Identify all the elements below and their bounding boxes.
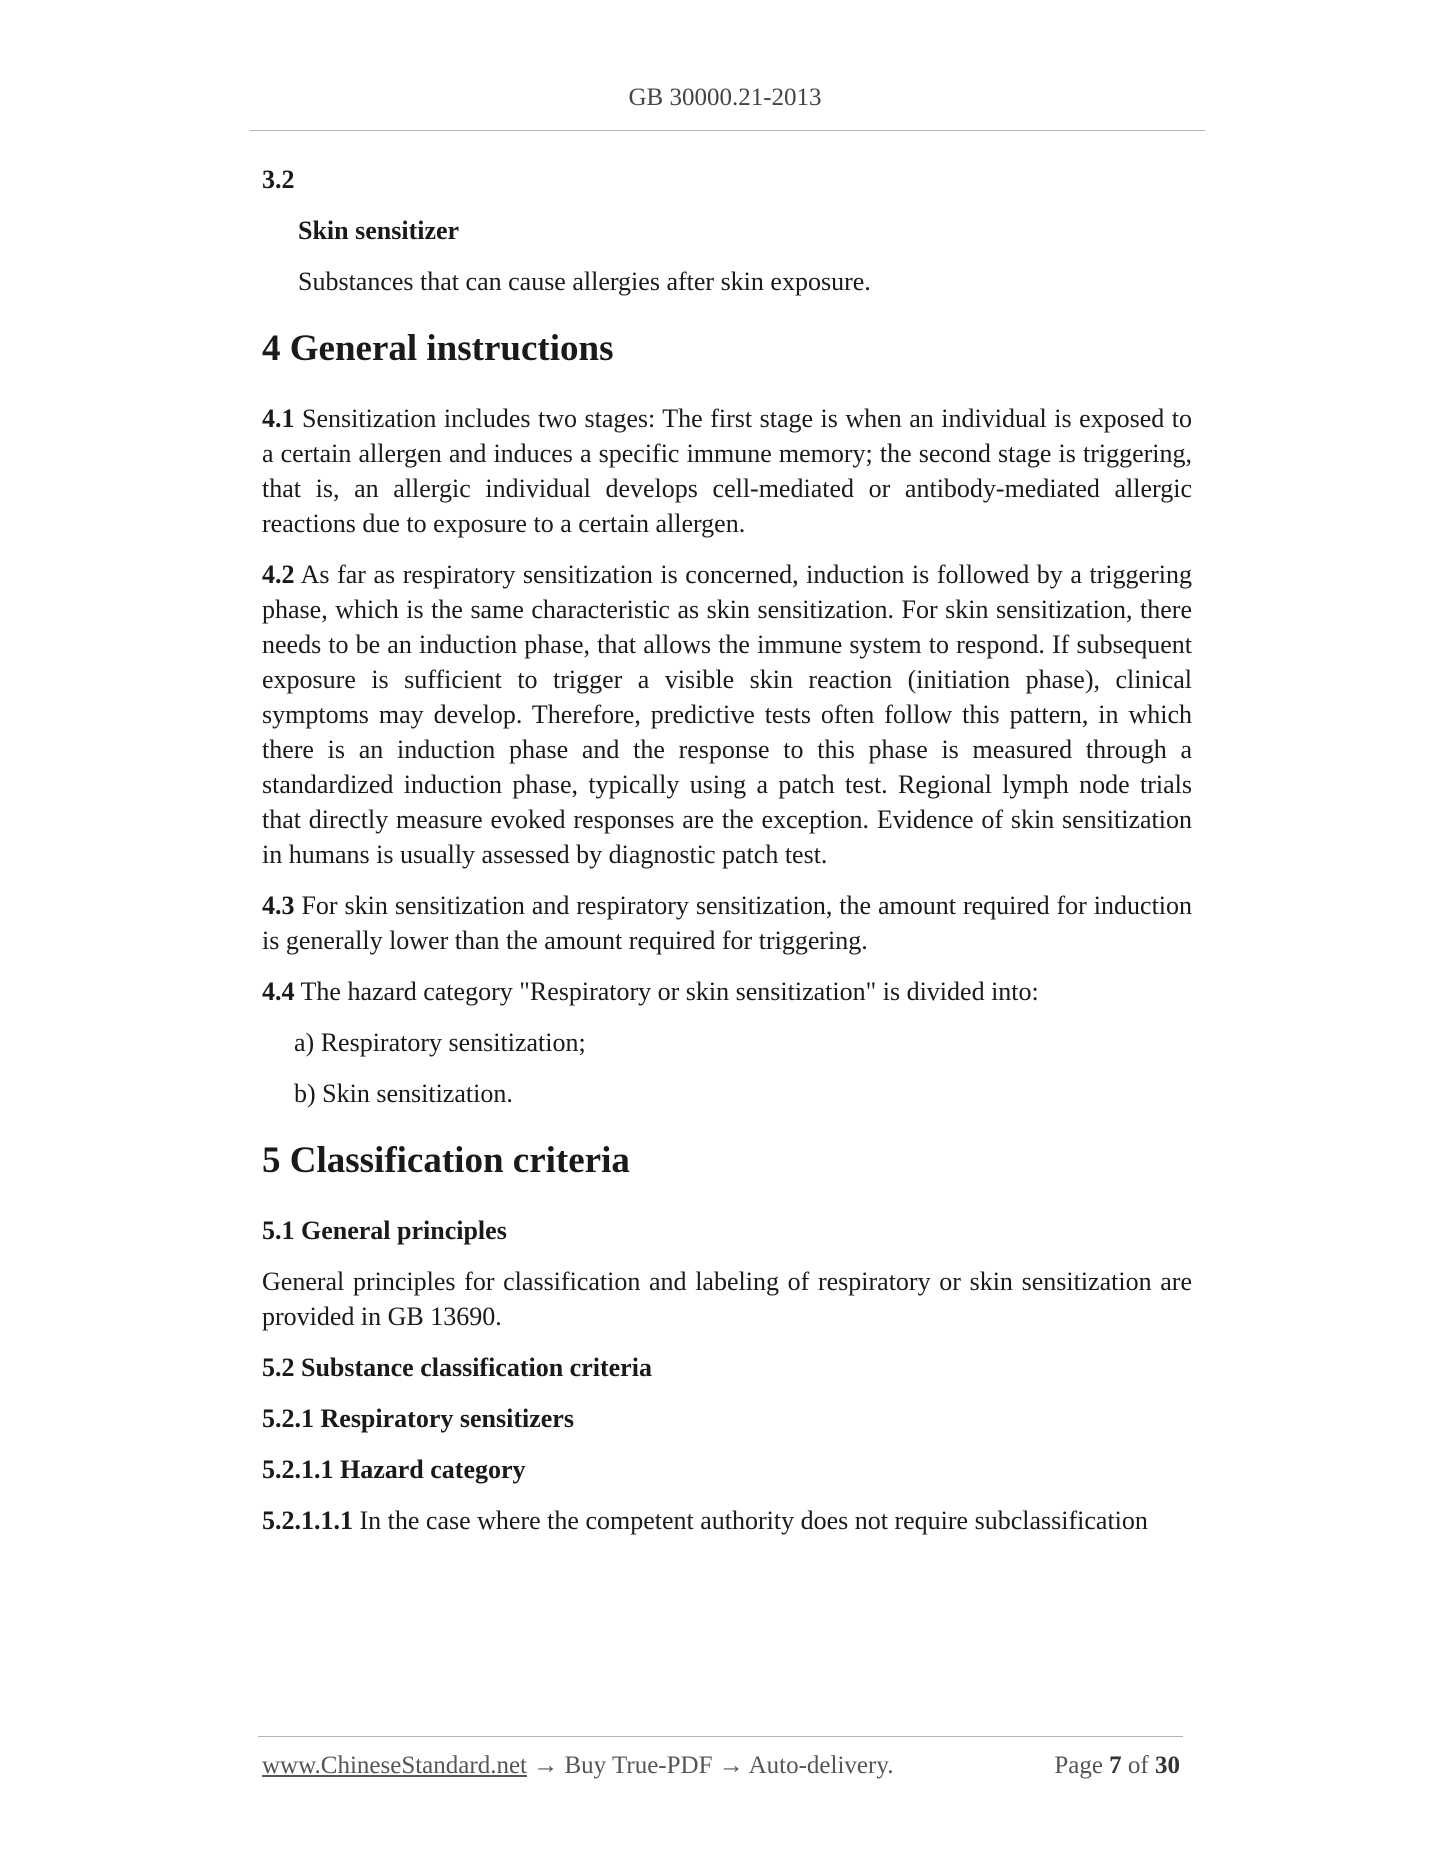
clause-4-3 <box>262 888 1192 958</box>
page-label: Page <box>1054 1752 1103 1779</box>
total-pages: 30 <box>1155 1752 1180 1779</box>
arrow-right-icon: → <box>718 1752 744 1779</box>
section-heading-4: 4 General instructions <box>262 328 614 369</box>
footer-divider <box>258 1736 1183 1737</box>
page-header: GB 30000.21-2013 <box>628 84 822 111</box>
list-item: a) Respiratory sensitization; <box>294 1028 586 1057</box>
clause-number: 4.3 <box>262 891 295 920</box>
clause-5-1-text: General principles for classification and labeling of respiratory or skin sensitization are provided in GB 13690. <box>262 1267 1192 1331</box>
subsection-heading-5-1: 5.1 General principles <box>262 1216 507 1245</box>
page-content <box>262 162 1192 1538</box>
subsection-heading-5-2: 5.2 Substance classification criteria <box>262 1353 652 1382</box>
header-divider <box>250 130 1205 131</box>
arrow-right-icon: → <box>533 1752 559 1779</box>
term-number: 3.2 <box>262 165 295 194</box>
subsection-heading-5-2-1-1: 5.2.1.1 Hazard category <box>262 1455 526 1484</box>
subsection-heading-5-2-1: 5.2.1 Respiratory sensitizers <box>262 1404 574 1433</box>
clause-text: The hazard category "Respiratory or skin sensitization" is divided into: <box>300 977 1039 1006</box>
clause-number: 5.2.1.1.1 <box>262 1506 353 1535</box>
clause-5-2-1-1-1 <box>262 1503 1192 1538</box>
buy-pdf-text: Buy True-PDF <box>564 1752 713 1779</box>
clause-number: 4.1 <box>262 404 295 433</box>
section-heading-5: 5 Classification criteria <box>262 1140 630 1181</box>
term-title: Skin sensitizer <box>298 216 460 245</box>
clause-number: 4.2 <box>262 560 295 589</box>
clause-text: For skin sensitization and respiratory sensitization, the amount required for induction is generally lower than the amount required for triggering. <box>262 891 1193 955</box>
page-number <box>1054 1752 1180 1780</box>
site-link[interactable]: www.ChineseStandard.net <box>262 1752 527 1779</box>
clause-number: 4.4 <box>262 977 295 1006</box>
footer-links <box>262 1752 893 1780</box>
term-definition: Substances that can cause allergies after skin exposure. <box>298 267 871 296</box>
clause-4-1 <box>262 401 1192 541</box>
auto-delivery-text: Auto-delivery. <box>748 1752 894 1779</box>
of-label: of <box>1127 1752 1149 1779</box>
list-item: b) Skin sensitization. <box>294 1079 513 1108</box>
clause-text: Sensitization includes two stages: The first stage is when an individual is exposed to a certain allergen and induces a specific immune memory; the second stage is triggering, that is, an allergic individual develops cell-mediated or antibody-mediated allergic reactions due to exposure to a certain allergen. <box>262 404 1192 538</box>
clause-text: As far as respiratory sensitization is concerned, induction is followed by a triggering phase, which is the same characteristic as skin sensitization. For skin sensitization, there needs to be an induction phase, that allows the immune system to respond. If subsequent exposure is sufficient to trigger a visible skin reaction (initiation phase), clinical symptoms may develop. Therefore, predictive tests often follow this pattern, in which there is an induction phase and the response to this phase is measured through a standardized induction phase, typically using a patch test. Regional lymph node trials that directly measure evoked responses are the exception. Evidence of skin sensitization in humans is usually assessed by diagnostic patch test. <box>262 560 1192 869</box>
clause-4-4 <box>262 974 1192 1009</box>
clause-4-2 <box>262 557 1192 872</box>
current-page: 7 <box>1109 1752 1122 1779</box>
clause-text: In the case where the competent authority does not require subclassification <box>359 1506 1148 1535</box>
